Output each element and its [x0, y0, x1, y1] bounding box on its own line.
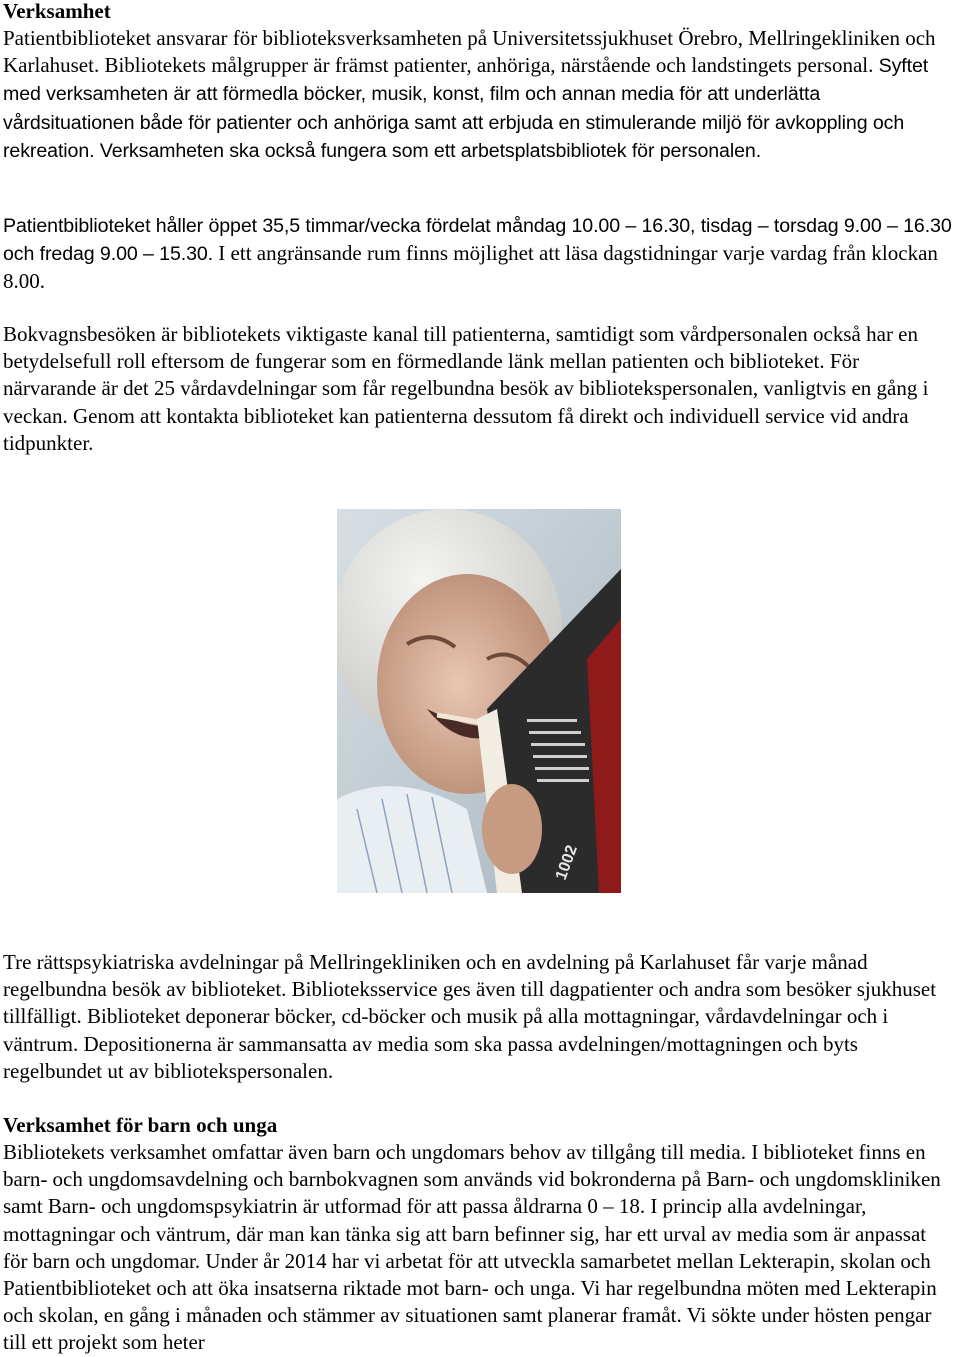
opening-hours-text: Patientbiblioteket håller öppet 35,5 timmar/vecka fördelat måndag 10.00 – 16.30, tisdag – torsdag 9.00 – 16.30 och fredag 9.00 – 15.30.	[3, 215, 952, 266]
paragraph-intro-serif: Patientbiblioteket ansvarar för biblioteksverksamheten på Universitetssjukhuset Örebro, Mellringekliniken och Karlahuset. Bibliotekets målgrupper är främst patienter, anhöriga, närstående och landstingets personal.	[3, 26, 936, 78]
paragraph-rattspsykiatri: Tre rättspsykiatriska avdelningar på Mellringekliniken och en avdelning på Karlahuset får varje månad regelbundna besök av biblioteket. Biblioteksservice ges även till dagpatienter och andra som besöker sjukhuset tillfälligt. Biblioteket deponerar böcker, cd-böcker och musik på alla mottagningar, vårdavdelningar och i väntrum. Depositionerna är sammansatta av media som ska passa avdelningen/mottagningen och byts regelbundet ut av bibliotekspersonalen.	[3, 950, 937, 1083]
section-heading-verksamhet: Verksamhet	[3, 0, 111, 23]
paragraph-bokvagn: Bokvagnsbesöken är bibliotekets viktigaste kanal till patienterna, samtidigt som vårdpersonalen också har en betydelsefull roll eftersom de fungerar som en förmedlande länk mellan patienten och biblioteket. För närvarande är det 25 vårdavdelningar som får regelbundna besök av bibliotekspersonalen, vanligtvis en gång i veckan. Genom att kontakta biblioteket kan patienterna dessutom få direkt och individuell service vid andra tidpunkter.	[3, 322, 929, 455]
hand	[482, 784, 542, 874]
paragraph-barn-unga: Bibliotekets verksamhet omfattar även barn och ungdomars behov av tillgång till media. I biblioteket finns en barn- och ungdomsavdelning och barnbokvagnen som används vid bokronderna på Barn- och ungdomskliniken samt Barn- och ungdomspsykiatrin är utformad för att passa åldrarna 0 – 18. I princip alla avdelningar, mottagningar och väntrum, där man kan tänka sig att barn befinner sig, har ett urval av media som är anpassat för barn och ungdomar. Under år 2014 har vi arbetat för att utveckla samarbetet mellan Lekterapin, skolan och Patientbiblioteket och att öka insatserna riktade mot barn- och unga. Vi har regelbundna möten med Lekterapin och skolan, en gång i månaden och stämmer av situationen samt planerar framåt. Vi sökte under hösten pengar till ett projekt som heter	[3, 1140, 941, 1355]
newspapers-text: I ett angränsande rum finns möjlighet att läsa dagstidningar varje vardag från klockan 8.00.	[3, 241, 938, 294]
book-number: 1002	[552, 843, 581, 883]
paragraph-intro-sans: Syftet med verksamheten är att förmedla böcker, musik, konst, film och annan media för att underlätta vårdsituationen både för patienter och anhöriga samt att erbjuda en stimulerande miljö för avkoppling och rekreation. Verksamheten ska också fungera som ett arbetsplatsbibliotek för personalen.	[3, 55, 929, 162]
paragraph-opening-hours	[3, 212, 953, 296]
photo-illustration	[337, 509, 621, 893]
section-heading-barn-unga: Verksamhet för barn och unga	[3, 1113, 278, 1137]
photo-elderly-woman-reading	[337, 509, 621, 893]
section-verksamhet-intro	[3, 0, 953, 165]
paragraph-intro	[3, 25, 953, 165]
